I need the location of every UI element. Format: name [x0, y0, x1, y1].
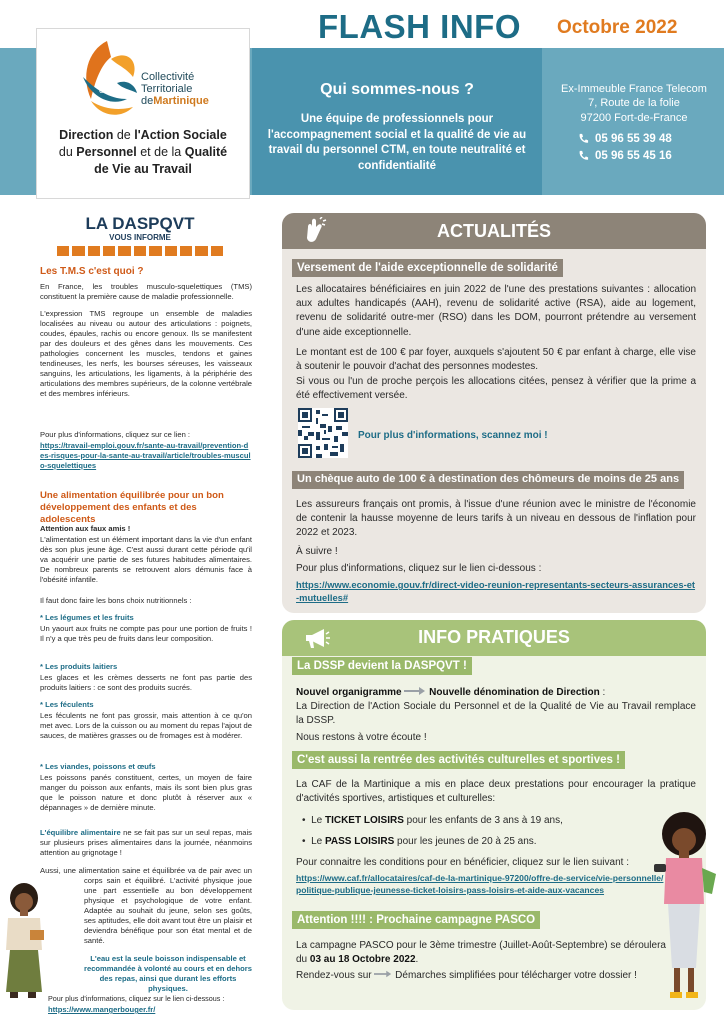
- left-subheading: VOUS INFORME: [109, 233, 171, 242]
- pasco-dates: 03 au 18 Octobre 2022: [309, 954, 416, 966]
- phone-icon: [578, 150, 589, 161]
- square: [180, 246, 192, 256]
- aide-p2: Le montant est de 100 € par foyer, auxquels s'ajoutent 50 € par enfant à charge, elle vise à soutenir le pouvoir d'achat des personnes modestes.: [296, 347, 696, 373]
- aussi-text: Aussi, une alimentation saine et équilibrée va de pair avec un corps sain et équilibré. L'activité physique joue une part essentielle au bon développement physique et psychologique de votre enfant. Adaptée au souhait du jeune, selon ses goûts, ses aptitudes, elle doit avant tout être un plaisir et deviendra bénéfique pour son état mental et de santé.: [40, 866, 252, 946]
- about-title: Qui sommes-nous ?: [320, 81, 474, 98]
- actualites-title: ACTUALITÉS: [437, 221, 551, 241]
- phone-1[interactable]: [578, 132, 672, 146]
- dir-word: Qualité: [184, 144, 228, 159]
- square: [149, 246, 161, 256]
- economie-link[interactable]: https://www.economie.gouv.fr/direct-video-reunion-representants-secteurs-assurances-et-mutuelles#: [296, 579, 696, 604]
- equilibre-rest: ne se fait pas sur un seul repas, mais sur plusieurs prises alimentaires dans la journée, néanmoins attention au grignotage !: [40, 828, 252, 858]
- rentree-p1: La CAF de la Martinique a mis en place deux prestations pour encourager la pratique d'activités sportives, artistiques et culturelles:: [296, 779, 696, 805]
- address-line-1: Ex-Immeuble France Telecom: [561, 83, 707, 95]
- tms-p2: L'expression TMS regroupe un ensemble de maladies localisées au niveau ou autour des articulations : poignets, coudes, épaules, rachis ou encore genoux. Ils se manifestent par des douleurs et des gênes dans les mouvements. Ces pathologies concernent les muscles, tendons et gaines tendineuses, les nerfs, les bourses séreuses, les vaisseaux sanguins, les articulations, les ligaments, à la périphérie des articulations des membres supérieurs, de la colonne vertébrale et des membres inférieurs.: [40, 309, 252, 399]
- square: [57, 246, 69, 256]
- rentree-p2: Pour connaitre les conditions pour en bénéficier, cliquez sur le lien suivant :: [296, 857, 629, 868]
- logo-text: [141, 71, 209, 107]
- tms-more: Pour plus d'informations, cliquez sur ce lien :: [40, 430, 191, 439]
- square: [72, 246, 84, 256]
- address-line-3: 97200 Fort-de-France: [580, 111, 688, 124]
- pasco-p2-b: Démarches simplifiées pour télécharger votre dossier !: [395, 970, 637, 981]
- logo-line-3: [141, 95, 209, 107]
- dir-word: l'Action Sociale: [134, 128, 227, 142]
- tms-link[interactable]: https://travail-emploi.gouv.fr/sante-au-travail/prevention-des-risques-pour-la-sante-au-travail/article/troubles-musculo-squelettiques: [40, 441, 251, 471]
- more-2: Pour plus d'informations, cliquez sur le lien ci-dessous :: [48, 994, 225, 1003]
- alim-p2: Il faut donc faire les bons choix nutritionnels :: [40, 596, 192, 605]
- dir-word: du: [58, 144, 73, 159]
- square: [211, 246, 223, 256]
- tms-title: Les T.M.S c'est quoi ?: [40, 266, 144, 277]
- item4-title: * Les viandes, poissons et œufs: [40, 762, 156, 771]
- address-line-2: 7, Route de la folie: [588, 97, 680, 110]
- phone-1-number: 05 96 55 39 48: [595, 133, 672, 145]
- logo-line-3a: de: [141, 95, 154, 108]
- mangerbouger-link[interactable]: https://www.mangerbouger.fr/: [48, 1005, 156, 1014]
- item1-text: Un yaourt aux fruits ne compte pas pour une portion de fruits ! Il n'y a que très peu de fruits dans leur composition.: [40, 624, 252, 644]
- pass-loisirs-text: pour les jeunes de 20 à 25 ans.: [394, 836, 537, 847]
- eau-text: L'eau est la seule boisson indispensable et recommandée à volonté au cours et en dehors des repas, ainsi que durant les efforts physiques.: [84, 954, 252, 994]
- alim-warning: Attention aux faux amis !: [40, 524, 131, 533]
- organigramme-line: Nouvel organigramme Nouvelle dénomination de Direction :: [296, 687, 606, 698]
- item4-text: Les poissons panés constituent, certes, un moyen de faire manger du poisson aux enfants, mais ils sont bien plus gras que le poisson nature et donc plutôt à réserver aux « dépannages » de dernière minute.: [40, 773, 252, 813]
- phone-icon: [578, 133, 589, 144]
- aide-p3: Si vous ou l'un de proche perçois les allocations citées, pensez à vérifier que la prime a été effectivement versée.: [296, 376, 696, 402]
- pass-loisirs-label: PASS LOISIRS: [324, 836, 395, 847]
- aide-section-title: Versement de l'aide exceptionnelle de solidarité: [292, 259, 563, 277]
- page-title: FLASH INFO: [318, 8, 521, 45]
- item2-text: Les glaces et les crèmes desserts ne font pas partie des produits laitiers : ce sont des produits sucrés.: [40, 673, 252, 693]
- phone-2-number: 05 96 55 45 16: [595, 150, 672, 162]
- organigramme-label: Nouvel organigramme: [296, 687, 402, 698]
- alim-title: Une alimentation équilibrée pour un bon développement des enfants et des adolescents: [40, 490, 224, 525]
- ctm-logo-icon: [77, 37, 141, 121]
- address-block: [546, 82, 722, 125]
- bullet-pass-loisirs: • Le PASS LOISIRS pour les jeunes de 20 à 25 ans.: [302, 836, 537, 847]
- alim-p1: L'alimentation est un élément important dans la vie d'un enfant dès son plus jeune âge. C'est aussi durant cette période qu'il va acquérir une partie de ses futures habitudes alimentaires. De nombreux parents se retrouvent alors démunis face à l'obésité infantile.: [40, 535, 252, 585]
- equilibre-bold: L'équilibre alimentaire: [40, 828, 121, 837]
- logo-line-2: Territoriale: [141, 83, 193, 96]
- caf-link[interactable]: https://www.caf.fr/allocataires/caf-de-la-martinique-97200/offre-de-service/vie-personnelle/politique-publique-jeunesse-ticket-loisirs-pass-loisirs-et-aide-aux-vacances: [296, 873, 664, 896]
- logo-card: [36, 28, 250, 199]
- cheque-p3: Pour plus d'informations, cliquez sur le lien ci-dessous :: [296, 563, 542, 574]
- aide-p1: Les allocataires bénéficiaires en juin 2022 de l'une des prestations suivantes : allocation aux adultes handicapés (AAH), revenu de solidarité active (RSA), aide au logement, revenu de solidarité outre-mer (RSO) dans les DOM, pourront prétendre au versement d'une aide exceptionnelle.: [296, 284, 696, 338]
- dssp-p2: Nous restons à votre écoute !: [296, 732, 427, 743]
- woman-with-book-illustration: [0, 880, 46, 1000]
- about-text: Une équipe de professionnels pour l'accompagnement social et la qualité de vie au travail du personnel CTM, en toute neutralité et confidentialité: [267, 113, 527, 172]
- info-pratiques-title: INFO PRATIQUES: [418, 627, 570, 647]
- qr-code-icon[interactable]: [298, 408, 348, 458]
- decorative-squares: [57, 246, 223, 256]
- square: [118, 246, 130, 256]
- woman-with-phone-illustration: [650, 808, 720, 1004]
- rentree-section-title: C'est aussi la rentrée des activités culturelles et sportives !: [292, 751, 625, 769]
- direction-name: [43, 127, 243, 178]
- ticket-loisirs-text: pour les enfants de 3 ans à 19 ans,: [403, 815, 563, 826]
- phone-2[interactable]: [578, 149, 672, 163]
- issue-date: Octobre 2022: [557, 17, 678, 38]
- logo-mark-label: CTM: [99, 88, 115, 95]
- pasco-p2-a: Rendez-vous sur: [296, 970, 372, 981]
- pasco-p2: [296, 969, 666, 983]
- cheque-p2: À suivre !: [296, 546, 338, 557]
- arrow-right-icon: [404, 686, 426, 696]
- bullet-prefix: Le: [311, 836, 323, 847]
- dir-word: Direction: [59, 128, 114, 142]
- square: [103, 246, 115, 256]
- dir-word: et de la: [140, 144, 182, 159]
- pasco-p1-text: La campagne PASCO pour le 3ème trimestre (Juillet-Août-Septembre) se déroulera du: [296, 940, 666, 966]
- denomination-label: Nouvelle dénomination de Direction: [429, 687, 600, 698]
- square: [88, 246, 100, 256]
- cheque-section-title: Un chèque auto de 100 € à destination des chômeurs de moins de 25 ans: [292, 471, 684, 489]
- logo-line-3b: Martinique: [153, 95, 209, 108]
- left-heading: LA DASPQVT: [85, 214, 195, 233]
- dir-line-3: de Vie au Travail: [94, 161, 192, 176]
- arrow-right-icon: [374, 969, 392, 979]
- ticket-loisirs-label: TICKET LOISIRS: [324, 815, 404, 826]
- bullet-ticket-loisirs: • Le TICKET LOISIRS pour les enfants de 3 ans à 19 ans,: [302, 815, 563, 826]
- dssp-p1: La Direction de l'Action Sociale du Personnel et de la Qualité de Vie au Travail remplace la DSSP.: [296, 701, 696, 727]
- square: [165, 246, 177, 256]
- cheque-p1: Les assureurs français ont promis, à l'issue d'une réunion avec le ministre de l'économie de contenir la hausse moyenne de leurs tarifs à un niveau en dessous de l'inflation pour 2022 et 2023.: [296, 499, 696, 539]
- item3-title: * Les féculents: [40, 700, 94, 709]
- qr-caption: Pour plus d'informations, scannez moi !: [358, 430, 548, 441]
- item1-title: * Les légumes et les fruits: [40, 613, 134, 622]
- logo-line-1: Collectivité: [141, 71, 195, 83]
- pasco-section-title: Attention !!!! : Prochaine campagne PASCO: [292, 911, 540, 929]
- dssp-section-title: La DSSP devient la DASPQVT !: [292, 657, 472, 675]
- dir-word: de: [116, 128, 131, 142]
- tms-p1: En France, les troubles musculo-squelettiques (TMS) constituent la première cause de maladie professionnelle.: [40, 282, 252, 302]
- bullet-prefix: Le: [311, 815, 323, 826]
- pasco-p1: La campagne PASCO pour le 3ème trimestre (Juillet-Août-Septembre) se déroulera du 03 au 18 Octobre 2022.: [296, 940, 666, 966]
- dir-word: Personnel: [76, 144, 137, 159]
- square: [195, 246, 207, 256]
- item2-title: * Les produits laitiers: [40, 662, 118, 671]
- item3-text: Les féculents ne font pas grossir, mais attention à ce qu'on met avec. Lors de la cuisson ou au moment du repas l'ajout de sauces, de matières grasses ou de fromages est à modérer.: [40, 711, 252, 741]
- equilibre-text: [40, 828, 252, 858]
- square: [134, 246, 146, 256]
